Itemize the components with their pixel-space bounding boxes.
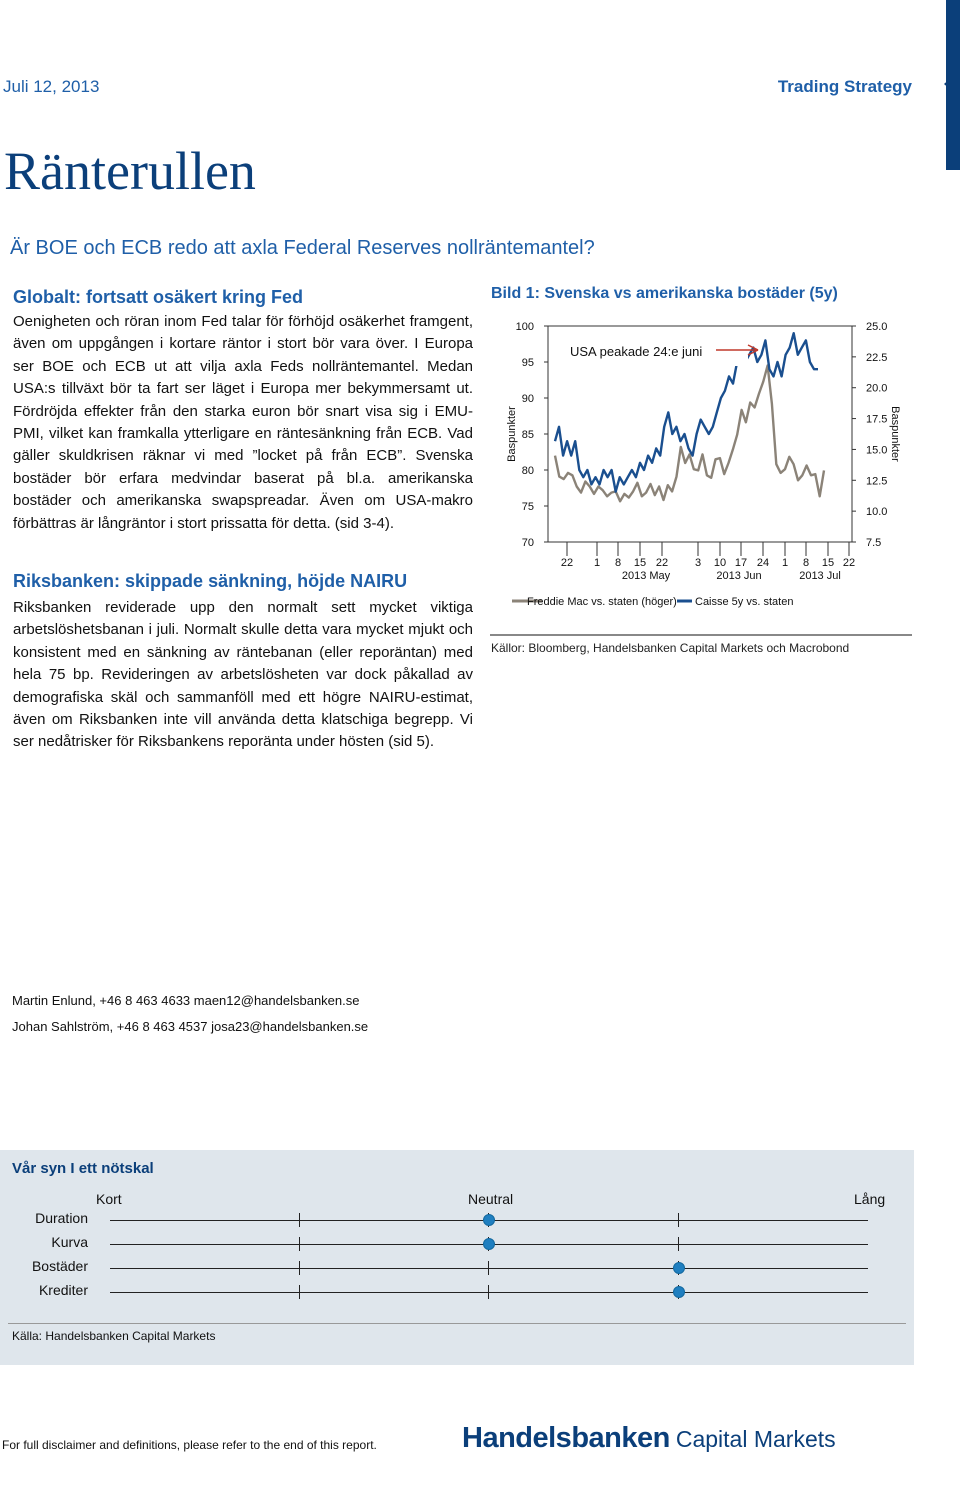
nutshell-position-marker [673,1286,685,1298]
edge-arrow-icon [944,70,960,98]
annotation-text: USA peakade 24:e juni [570,344,703,359]
chart-source: Källor: Bloomberg, Handelsbanken Capital Markets och Macrobond [491,641,850,655]
nutshell-scale-tick [299,1261,300,1275]
nutshell-position-marker [483,1238,495,1250]
y-right-tick-label: 7.5 [866,537,882,549]
y-left-axis-title: Baspunkter [506,406,518,462]
x-tick-label: 22 [842,557,856,569]
logo-subline: Capital Markets [675,1426,836,1452]
nutshell-row-label: Krediter [38,1282,88,1298]
nutshell-scale-tick [678,1237,679,1251]
x-tick-label: 15 [821,557,835,569]
y-left-tick-label: 90 [521,393,534,405]
chart-title: Bild 1: Svenska vs amerikanska bostäder (5y) [491,285,838,302]
x-tick-label: 3 [694,557,702,569]
x-tick-label: 1 [781,557,789,569]
panel-divider [8,1323,906,1324]
x-tick-label: 10 [713,557,727,569]
page-subtitle: Är BOE och ECB redo att axla Federal Reserves nollräntemantel? [10,237,595,259]
report-series: Trading Strategy [777,77,912,96]
logo-wordmark: Handelsbanken [462,1422,670,1454]
y-left-tick-label: 85 [521,429,534,441]
nutshell-scale-tick [299,1285,300,1299]
nutshell-row-label: Bostäder [31,1258,88,1274]
x-month-label: 2013 Jun [716,570,762,582]
nutshell-title: Vår syn I ett nötskal [12,1160,154,1177]
nutshell-scale-line [110,1268,868,1269]
section-heading: Riksbanken: skippade sänkning, höjde NAIRU [13,571,408,591]
y-left-tick-label: 75 [521,501,534,513]
section-body: Oenigheten och röran inom Fed talar för förhöjd osäkerhet framgent, även om uppgången i kortare räntor i stort bör vara över. I Europa ser BOE och ECB ut att vilja axla Feds nollräntemantel. Medan USA:s tillväxt bör ta fart ser läget i Europa mer bekymmersamt ut. Fördröjda effekter från den starka euron bör snart visa sig i EMU-PMI, vilket kan framkalla ytterligare en räntesänkning från ECB. Vad gäller skuldkrisen räknar vi med ”locket på från ECB”. Svenska bostäder bör erfara medvindar baserat på bl.a. amerikanska bostäder och amerikanska swapspreadar. Även om USA-makro förbättras är långräntor i stort prissatta för detta. (sid 3-4). [13,313,473,532]
y-right-tick-label: 17.5 [866,413,888,426]
nutshell-position-marker [673,1262,685,1274]
y-left-tick-label: 95 [521,357,534,369]
legend-label-caisse: Caisse 5y vs. staten [695,596,794,608]
y-right-tick-label: 12.5 [866,475,888,488]
y-left-tick-label: 70 [521,537,534,549]
x-tick-label: 8 [614,557,622,569]
x-tick-label: 24 [756,557,770,569]
x-tick-label: 17 [734,557,748,569]
x-tick-label: 22 [560,557,574,569]
nutshell-scale-line [110,1292,868,1293]
x-tick-label: 1 [593,557,601,569]
legend-label-freddie: Freddie Mac vs. staten (höger) [527,596,677,608]
y-right-tick-label: 25.0 [866,321,888,333]
x-month-label: 2013 May [621,570,671,582]
section-global [13,287,473,535]
section-riksbanken [13,571,473,754]
nutshell-position-marker [483,1214,495,1226]
y-right-axis-title: Baspunkter [889,406,901,462]
y-right-tick-label: 15.0 [866,444,888,457]
page-title: Ränterullen [4,141,256,201]
x-tick-label: 22 [655,557,669,569]
handelsbanken-logo [462,1422,836,1455]
scale-neutral-label: Neutral [468,1191,514,1207]
section-heading: Globalt: fortsatt osäkert kring Fed [13,287,304,307]
x-month-label: 2013 Jul [799,570,841,582]
nutshell-scale-tick [678,1213,679,1227]
y-right-tick-label: 10.0 [866,506,888,519]
nutshell-row-label: Kurva [51,1234,88,1250]
x-tick-label: 8 [802,557,810,569]
housing-chart [490,310,910,630]
nutshell-panel [0,1150,914,1365]
nutshell-row-label: Duration [35,1210,88,1226]
nutshell-source: Källa: Handelsbanken Capital Markets [12,1329,216,1343]
scale-short-label: Kort [96,1191,122,1207]
y-left-tick-label: 100 [515,321,534,333]
y-right-tick-label: 22.5 [866,351,888,364]
scale-long-label: Lång [854,1191,886,1207]
nutshell-scale-tick [299,1237,300,1251]
report-date: Juli 12, 2013 [3,77,100,96]
chart-divider [490,634,912,636]
section-body: Riksbanken reviderade upp den normalt sett mycket viktiga arbetslöshetsbanan i juli. Normalt skulle detta vara mycket mjukt och konsistent med en sänkning av räntebanan (eller reporäntan) med hela 75 bp. Revideringen av arbetslösheten var dock påkallad av demografiska skäl och sammanföll med ett högre NAIRU-estimat, även om Riksbanken inte vill använda detta klatschiga begrepp. Vi ser nedåtrisker för Riksbankens reporänta under hösten (sid 5). [13,599,473,751]
nutshell-scale-tick [299,1213,300,1227]
y-right-tick-label: 20.0 [866,382,888,395]
x-tick-label: 15 [633,557,647,569]
contact-sahlstrom[interactable]: Johan Sahlström, +46 8 463 4537 josa23@handelsbanken.se [12,1019,369,1034]
disclaimer-text: For full disclaimer and definitions, please refer to the end of this report. [2,1438,377,1452]
y-left-tick-label: 80 [521,465,534,477]
nutshell-scale-tick [488,1261,489,1275]
contact-enlund[interactable]: Martin Enlund, +46 8 463 4633 maen12@handelsbanken.se [12,993,360,1008]
nutshell-scale-tick [488,1285,489,1299]
